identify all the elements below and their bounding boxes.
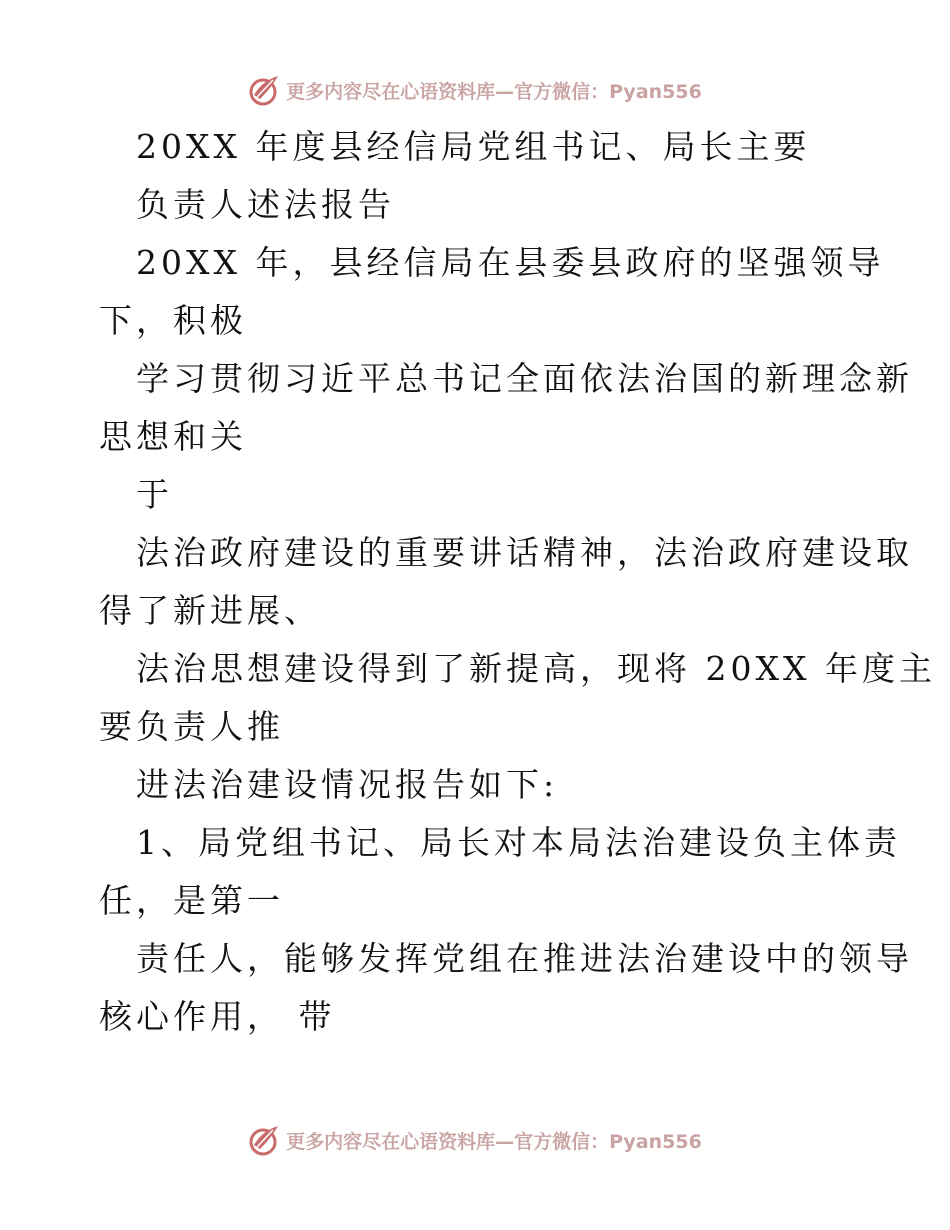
paragraph-line: 下，积极 [99,301,247,340]
feather-pen-logo-icon [248,73,282,107]
paragraph-line: 学习贯彻习近平总书记全面依法治国的新理念新 [136,359,913,398]
watermark-text: 更多内容尽在心语资料库—官方微信：Pyan556 [286,1130,702,1153]
paragraph-line: 法治政府建设的重要讲话精神，法治政府建设取 [136,533,913,572]
footer-watermark [0,1120,950,1160]
paragraph-line: 思想和关 [99,417,247,456]
paragraph-line: 20XX 年，县经信局在县委县政府的坚强领导 [136,243,885,282]
paragraph-line: 得了新进展、 [99,591,321,630]
title-line-2: 负责人述法报告 [136,185,395,224]
paragraph-line: 责任人，能够发挥党组在推进法治建设中的领导 [136,939,913,978]
paragraph-line: 进法治建设情况报告如下: [136,765,559,804]
header-watermark [0,70,950,110]
paragraph-line: 要负责人推 [99,707,284,746]
watermark-text: 更多内容尽在心语资料库—官方微信：Pyan556 [286,80,702,103]
paragraph-line: 法治思想建设得到了新提高，现将 20XX 年度主 [136,649,936,688]
title-line-1: 20XX 年度县经信局党组书记、局长主要 [136,127,811,166]
paragraph-line: 核心作用， 带 [99,997,336,1036]
paragraph-line: 于 [136,475,173,514]
paragraph-line: 1、局党组书记、局长对本局法治建设负主体责 [136,823,901,862]
paragraph-line: 任，是第一 [99,881,284,920]
feather-pen-logo-icon [248,1123,282,1157]
